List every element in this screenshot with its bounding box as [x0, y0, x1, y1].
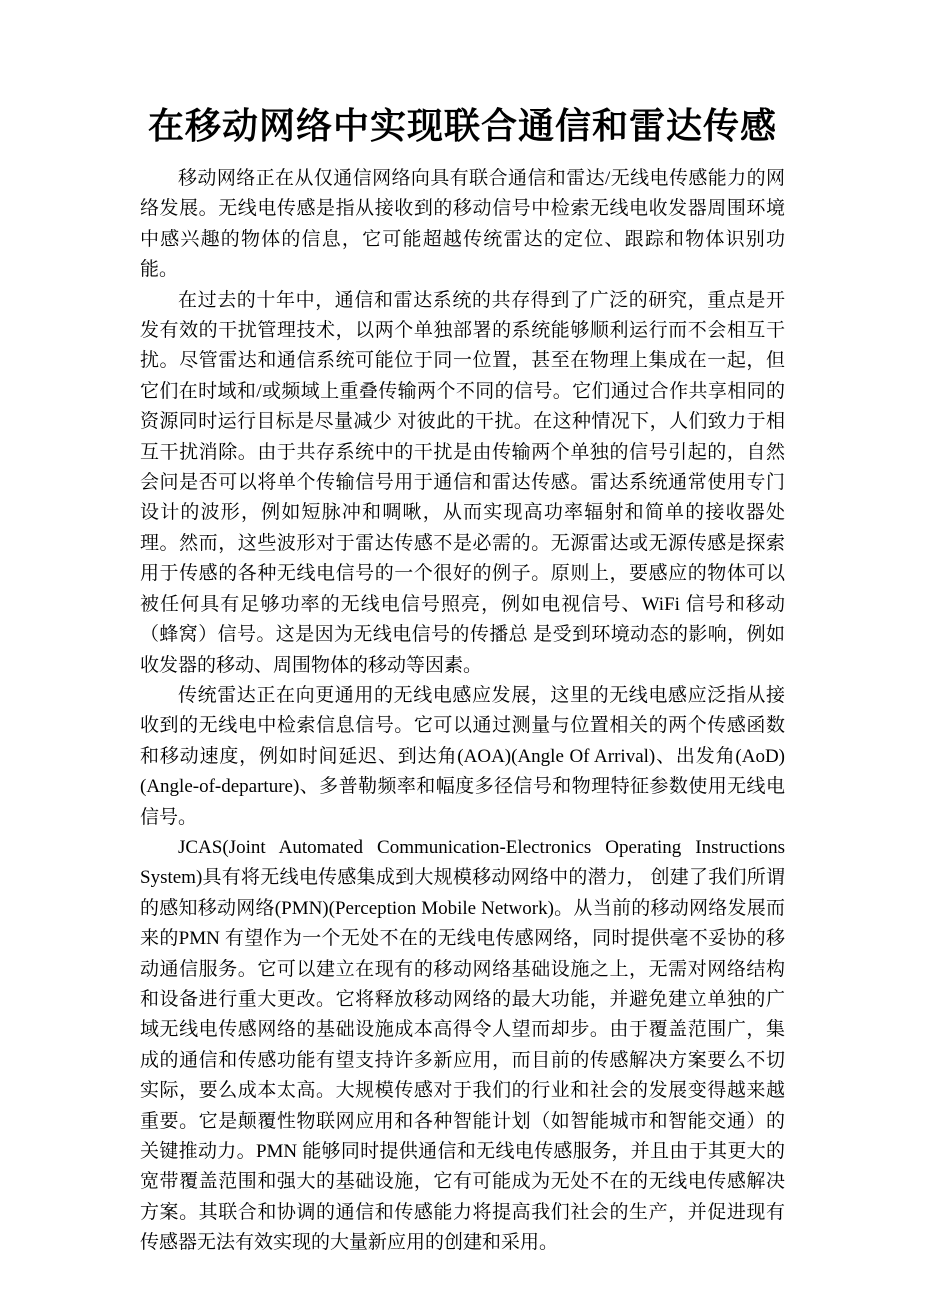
page-title: 在移动网络中实现联合通信和雷达传感	[147, 106, 777, 146]
document-body	[140, 164, 785, 1259]
paragraph-coexistence: 在过去的十年中，通信和雷达系统的共存得到了广泛的研究，重点是开发有效的干扰管理技术，以两个单独部署的系统能够顺利运行而不会相互干扰。尽管雷达和通信系统可能位于同一位置，甚至在物理上集成在一起，但它们在时域和/或频域上重叠传输两个不同的信号。它们通过合作共享相同的资源同时运行目标是尽量减少 对彼此的干扰。在这种情况下，人们致力于相互干扰消除。由于共存系统中的干扰是由传输两个单独的信号引起的，自然会问是否可以将单个传输信号用于通信和雷达传感。雷达系统通常使用专门设计的波形，例如短脉冲和啁啾，从而实现高功率辐射和简单的接收器处理。然而，这些波形对于雷达传感不是必需的。无源雷达或无源传感是探索用于传感的各种无线电信号的一个很好的例子。原则上，要感应的物体可以被任何具有足够功率的无线电信号照亮，例如电视信号、WiFi 信号和移动（蜂窝）信号。这是因为无线电信号的传播总 是受到环境动态的影响，例如收发器的移动、周围物体的移动等因素。	[140, 289, 785, 676]
paragraph-radio-sensing: 传统雷达正在向更通用的无线电感应发展，这里的无线电感应泛指从接收到的无线电中检索信息信号。它可以通过测量与位置相关的两个传感函数和移动速度，例如时间延迟、到达角(AOA)(Angle Of Arrival)、出发角(AoD)(Angle-of-departure)、多普勒频率和幅度多径信号和物理特征参数使用无线电信号。	[140, 684, 785, 828]
paragraph-intro: 移动网络正在从仅通信网络向具有联合通信和雷达/无线电传感能力的网络发展。无线电传感是指从接收到的移动信号中检索无线电收发器周围环境中感兴趣的物体的信息，它可能超越传统雷达的定位、跟踪和物体识别功能。	[140, 168, 785, 281]
paragraph-jcas-pmn: JCAS(Joint Automated Communication-Electronics Operating Instructions System)具有将无线电传感集成到大规模移动网络中的潜力， 创建了我们所谓的感知移动网络(PMN)(Perception Mobile Network)。从当前的移动网络发展而来的PMN 有望作为一个无处不在的无线电传感网络，同时提供毫不妥协的移动通信服务。它可以建立在现有的移动网络基础设施之上，无需对网络结构和设备进行重大更改。它将释放移动网络的最大功能，并避免建立单独的广域无线电传感网络的基础设施成本高得令人望而却步。由于覆盖范围广，集成的通信和传感功能有望支持许多新应用，而目前的传感解决方案要么不切实际，要么成本太高。大规模传感对于我们的行业和社会的发展变得越来越重要。它是颠覆性物联网应用和各种智能计划（如智能城市和智能交通）的关键推动力。PMN 能够同时提供通信和无线电传感服务，并且由于其更大的宽带覆盖范围和强大的基础设施，它有可能成为无处不在的无线电传感解决方案。其联合和协调的通信和传感能力将提高我们社会的生产，并促进现有传感器无法有效实现的大量新应用的创建和采用。	[140, 836, 785, 1254]
